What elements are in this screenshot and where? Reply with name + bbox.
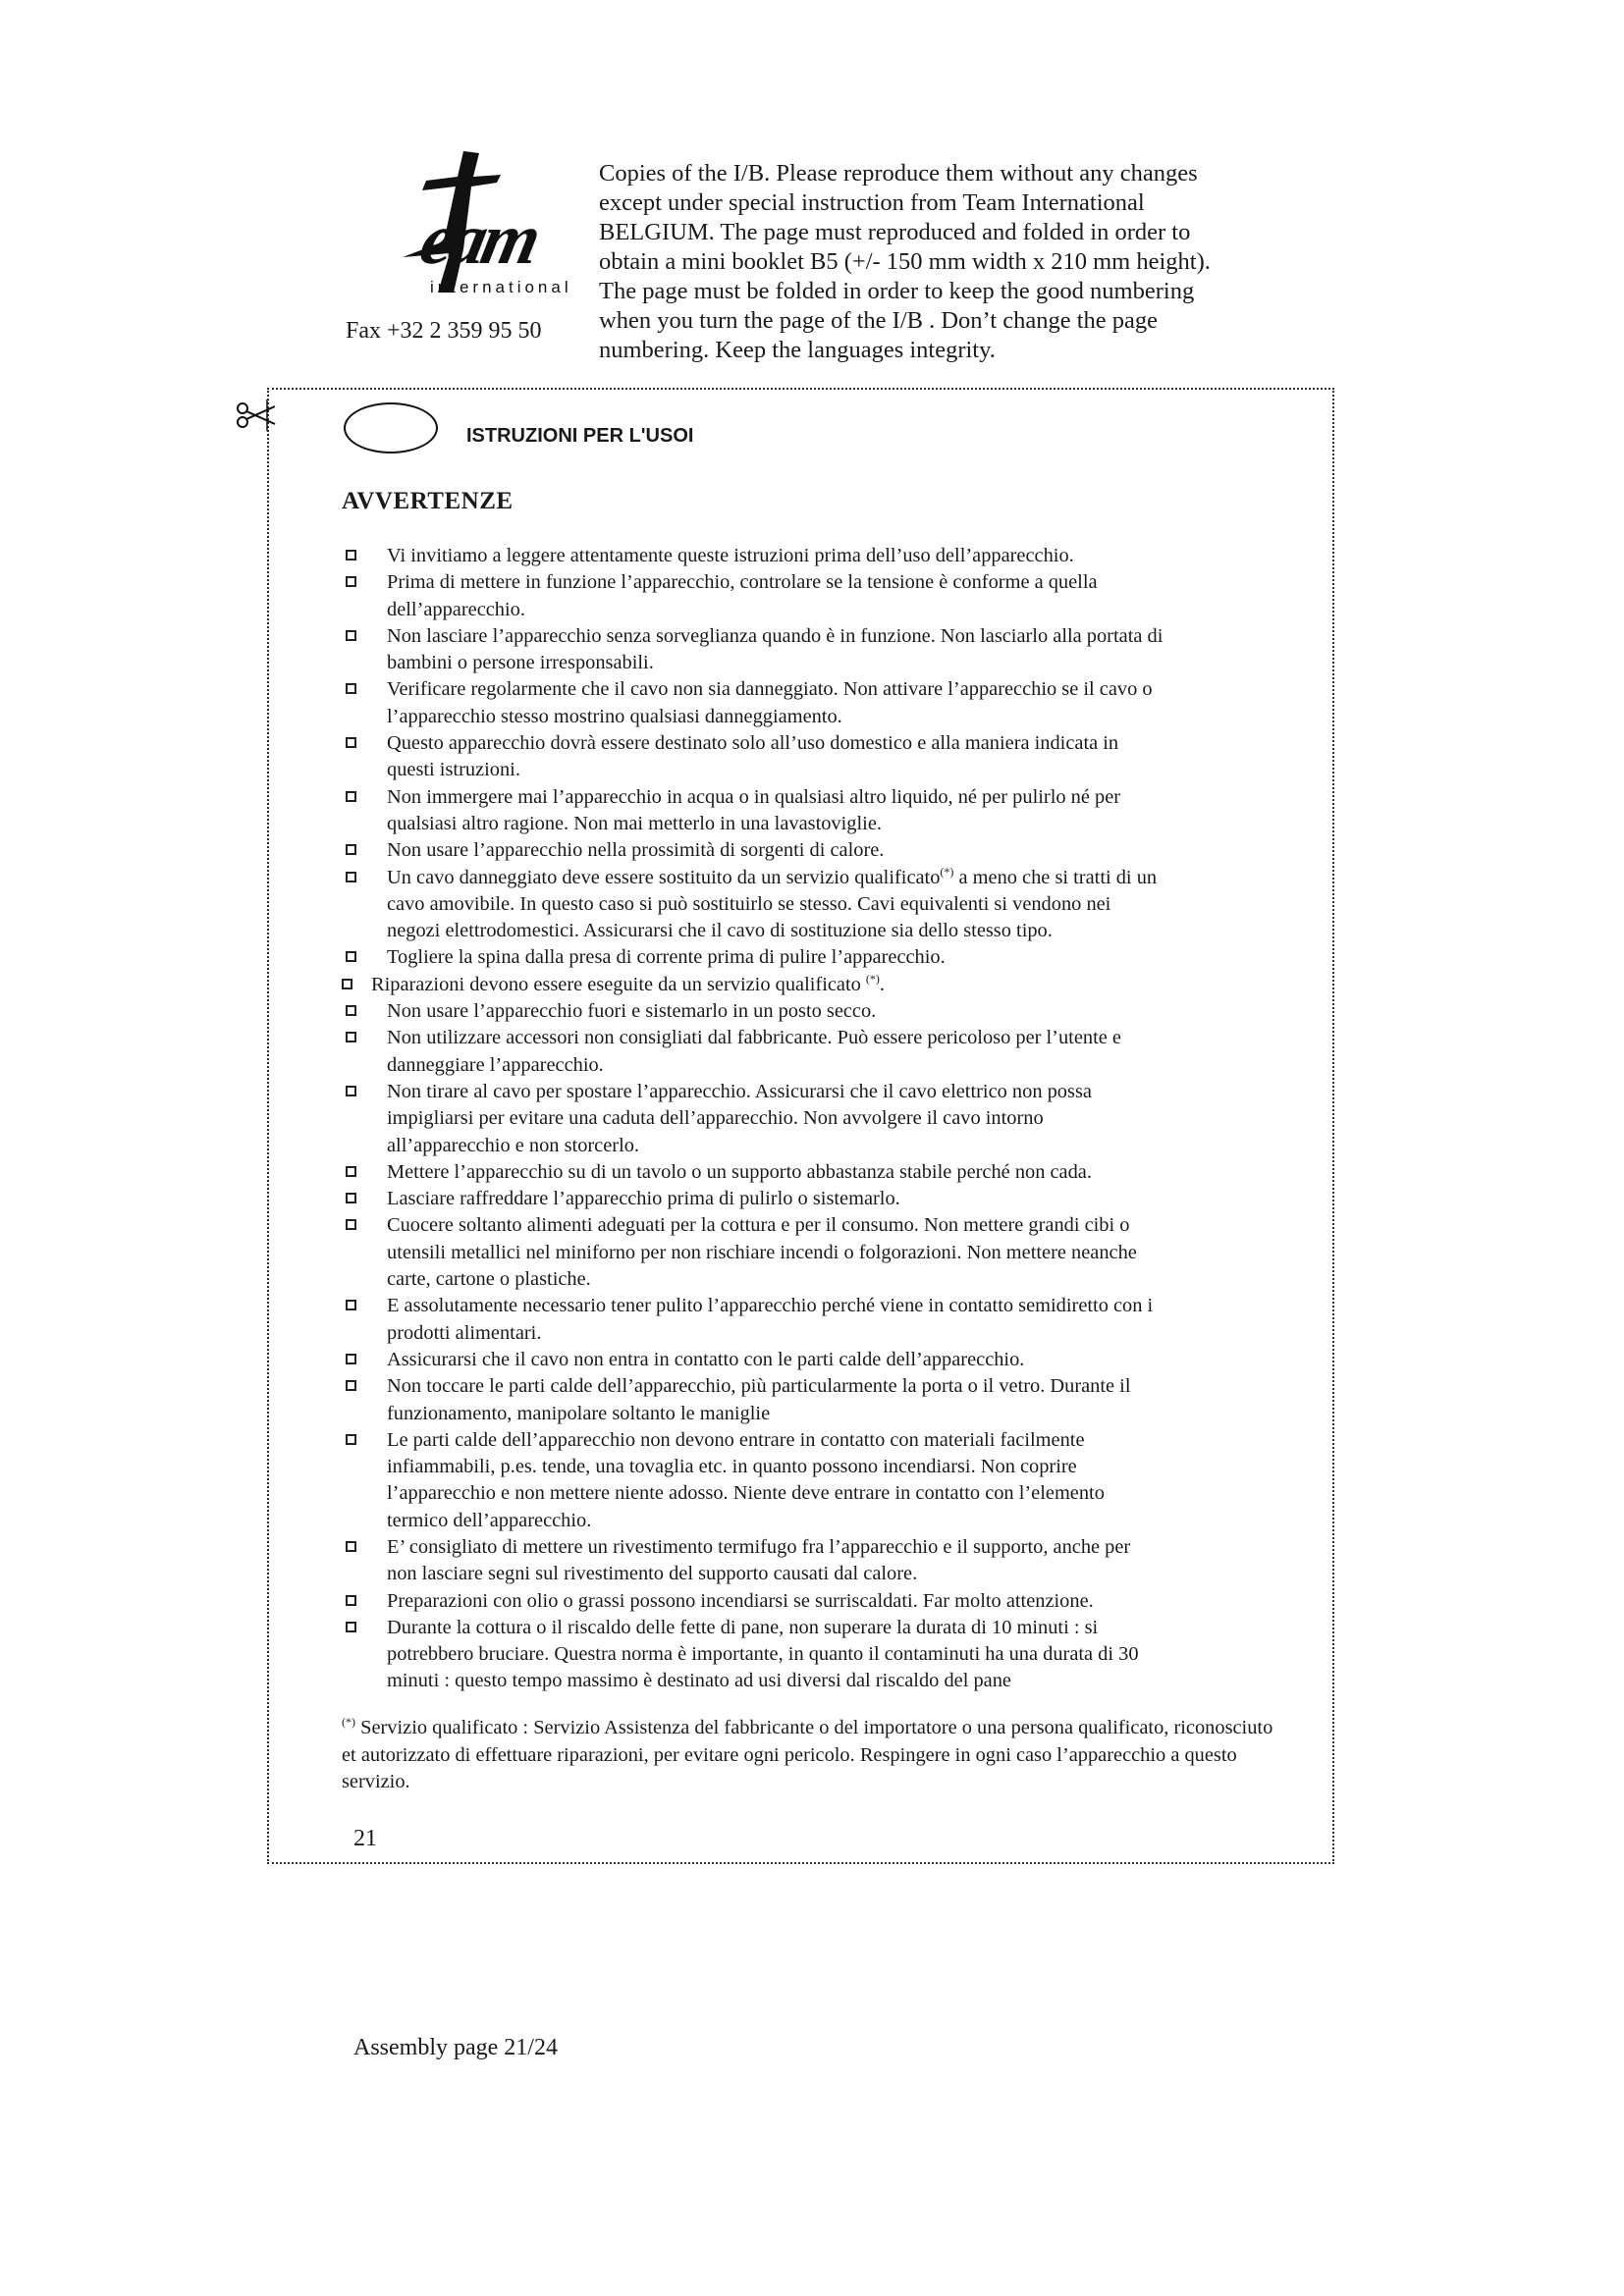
warning-line: utensili metallici nel miniforno per non rischiare incendi o folgorazioni. Non mettere neanche xyxy=(387,1241,1137,1263)
checkbox-bullet-icon xyxy=(346,1595,356,1606)
warning-line: Verificare regolarmente che il cavo non sia danneggiato. Non attivare l’apparecchio se il cavo o xyxy=(387,678,1153,701)
checkbox-bullet-icon xyxy=(346,1354,356,1364)
warning-line: non lasciare segni sul rivestimento del supporto causati dal calore. xyxy=(387,1563,918,1585)
section-title: ISTRUZIONI PER L'USOI xyxy=(466,425,694,447)
warning-line: Durante la cottura o il riscaldo delle fette di pane, non superare la durata di 10 minuti : si xyxy=(387,1616,1099,1638)
checkbox-bullet-icon xyxy=(346,1380,356,1391)
warning-line: bambini o persone irresponsabili. xyxy=(387,652,654,674)
footnote-text: Servizio qualificato : Servizio Assistenza del fabbricante o del importatore o una persona qualificato, riconosciuto et autorizzato di effettuare riparazioni, per evitare ogni pericolo. Respingere in ogni caso l’apparecchio a questo servizio. xyxy=(342,1717,1273,1792)
team-international-logo xyxy=(373,147,589,304)
checkbox-bullet-icon xyxy=(346,1541,356,1552)
checkbox-bullet-icon xyxy=(346,844,356,855)
warning-item xyxy=(342,1373,1299,1427)
warning-item xyxy=(342,1079,1299,1159)
warning-item xyxy=(342,623,1299,677)
warning-item xyxy=(342,730,1299,784)
warning-line: funzionamento, manipolare soltanto le maniglie xyxy=(387,1402,771,1424)
language-flag-oval xyxy=(344,402,438,454)
warning-item xyxy=(342,1212,1299,1293)
warning-line: Questo apparecchio dovrà essere destinato solo all’uso domestico e alla maniera indicata in xyxy=(387,732,1119,755)
warning-item xyxy=(342,944,1299,971)
warning-item xyxy=(342,1347,1299,1373)
checkbox-bullet-icon xyxy=(346,683,356,694)
warning-item xyxy=(342,998,1299,1025)
warning-line: impigliarsi per evitare una caduta dell’apparecchio. Non avvolgere il cavo intorno xyxy=(387,1107,1044,1130)
instruction-line: The page must be folded in order to keep the good numbering xyxy=(599,278,1195,304)
warnings-heading: AVVERTENZE xyxy=(342,488,514,514)
warning-item xyxy=(342,865,1299,945)
checkbox-bullet-icon xyxy=(346,1005,356,1016)
checkbox-bullet-icon xyxy=(346,1219,356,1230)
instruction-line: except under special instruction from Team International xyxy=(599,189,1145,216)
warning-line: Vi invitiamo a leggere attentamente queste istruzioni prima dell’uso dell’apparecchio. xyxy=(387,545,1074,566)
warning-line: Non lasciare l’apparecchio senza sorveglianza quando è in funzione. Non lasciarlo alla portata di xyxy=(387,624,1164,647)
warning-list xyxy=(342,543,1299,1695)
warning-line: Non utilizzare accessori non consigliati dal fabbricante. Può essere pericoloso per l’utente e xyxy=(387,1027,1121,1049)
svg-text:international: international xyxy=(430,278,572,296)
warning-line: Assicurarsi che il cavo non entra in contatto con le parti calde dell’apparecchio. xyxy=(387,1348,1025,1370)
checkbox-bullet-icon xyxy=(346,630,356,641)
assembly-page-footer: Assembly page 21/24 xyxy=(353,2035,558,2060)
warning-item xyxy=(342,1186,1299,1212)
checkbox-bullet-icon xyxy=(346,1622,356,1632)
checkbox-bullet-icon xyxy=(346,1166,356,1177)
warning-line: l’apparecchio stesso mostrino qualsiasi danneggiamento. xyxy=(387,705,842,727)
warning-item xyxy=(342,1588,1299,1615)
warning-line: dell’apparecchio. xyxy=(387,598,525,620)
warning-item xyxy=(342,1615,1299,1695)
reproduction-instructions xyxy=(599,159,1286,365)
instruction-line: obtain a mini booklet B5 (+/- 150 mm width x 210 mm height). xyxy=(599,248,1211,275)
warning-line: Cuocere soltanto alimenti adeguati per la cottura e per il consumo. Non mettere grandi cibi o xyxy=(387,1214,1130,1237)
footnote-reference: (*) xyxy=(940,864,954,879)
warning-line: potrebbero bruciare. Questra norma è importante, in quanto il contaminuti ha una durata di 30 xyxy=(387,1643,1139,1666)
warning-line: Un cavo danneggiato deve essere sostituito da un servizio qualificato(*) a meno che si tratti di un xyxy=(387,864,1158,888)
warning-item xyxy=(342,1293,1299,1347)
warning-line: qualsiasi altro ragione. Non mai metterlo in una lavastoviglie. xyxy=(387,812,882,834)
checkbox-bullet-icon xyxy=(346,1032,356,1042)
checkbox-bullet-icon xyxy=(346,550,356,561)
warning-line: Non immergere mai l’apparecchio in acqua o in qualsiasi altro liquido, né per pulirlo né per xyxy=(387,785,1121,808)
warning-line: Non usare l’apparecchio fuori e sistemarlo in un posto secco. xyxy=(387,1000,877,1023)
warning-line: Non toccare le parti calde dell’apparecchio, più particularmente la porta o il vetro. Durante il xyxy=(387,1375,1131,1398)
warning-line: l’apparecchio e non mettere niente adosso. Niente deve entrare in contatto con l’elemento xyxy=(387,1482,1105,1505)
checkbox-bullet-icon xyxy=(346,791,356,802)
warning-item xyxy=(342,784,1299,838)
warning-item xyxy=(342,972,1299,998)
warning-line: prodotti alimentari. xyxy=(387,1321,542,1344)
warning-line: Mettere l’apparecchio su di un tavolo o un supporto abbastanza stabile perché non cada. xyxy=(387,1160,1092,1183)
warning-item xyxy=(342,837,1299,864)
warning-line: infiammabili, p.es. tende, una tovaglia etc. in quanto possono incendiarsi. Non coprire xyxy=(387,1456,1077,1478)
checkbox-bullet-icon xyxy=(346,1086,356,1096)
warning-line: negozi elettrodomestici. Assicurarsi che il cavo di sostituzione sia dello stesso tipo. xyxy=(387,920,1053,942)
checkbox-bullet-icon xyxy=(342,979,352,989)
warning-line: Togliere la spina dalla presa di corrente prima di pulire l’apparecchio. xyxy=(387,946,946,969)
footnote-marker: (*) xyxy=(342,1715,355,1730)
warning-line: Preparazioni con olio o grassi possono incendiarsi se surriscaldati. Far molto attenzione. xyxy=(387,1589,1094,1612)
warning-item xyxy=(342,1534,1299,1588)
checkbox-bullet-icon xyxy=(346,1193,356,1203)
warning-line: termico dell’apparecchio. xyxy=(387,1509,592,1531)
instruction-line: Copies of the I/B. Please reproduce them without any changes xyxy=(599,160,1198,187)
warning-item xyxy=(342,1159,1299,1186)
footnote xyxy=(342,1715,1289,1796)
checkbox-bullet-icon xyxy=(346,737,356,748)
warning-item xyxy=(342,543,1299,569)
warning-line: Prima di mettere in funzione l’apparecchio, controlare se la tensione è conforme a quella xyxy=(387,571,1098,594)
warning-line: carte, cartone o plastiche. xyxy=(387,1268,591,1291)
page-number: 21 xyxy=(353,1826,377,1851)
warning-line: Non tirare al cavo per spostare l’apparecchio. Assicurarsi che il cavo elettrico non possa xyxy=(387,1080,1092,1102)
warning-item xyxy=(342,676,1299,730)
warning-line: cavo amovibile. In questo caso si può sostituirlo se stesso. Cavi equivalenti si vendono nei xyxy=(387,892,1111,915)
warning-line: Lasciare raffreddare l’apparecchio prima di pulirlo o sistemarlo. xyxy=(387,1188,900,1210)
instruction-line: when you turn the page of the I/B . Don’t change the page xyxy=(599,307,1159,334)
checkbox-bullet-icon xyxy=(346,1434,356,1445)
instruction-line: BELGIUM. The page must reproduced and folded in order to xyxy=(599,219,1191,245)
warning-line: Non usare l’apparecchio nella prossimità di sorgenti di calore. xyxy=(387,839,885,862)
checkbox-bullet-icon xyxy=(346,576,356,587)
instruction-line: numbering. Keep the languages integrity. xyxy=(599,337,996,363)
checkbox-bullet-icon xyxy=(346,1300,356,1310)
warning-item xyxy=(342,569,1299,623)
footnote-reference: (*) xyxy=(865,971,880,986)
checkbox-bullet-icon xyxy=(346,951,356,962)
warning-line: danneggiare l’apparecchio. xyxy=(387,1053,604,1076)
fax-number: Fax +32 2 359 95 50 xyxy=(346,318,542,344)
warning-line: Le parti calde dell’apparecchio non devono entrare in contatto con materiali facilmente xyxy=(387,1428,1085,1451)
warning-line: questi istruzioni. xyxy=(387,759,520,781)
warning-line: E’ consigliato di mettere un rivestimento termifugo fra l’apparecchio e il supporto, anche per xyxy=(387,1535,1131,1558)
warning-item xyxy=(342,1427,1299,1534)
warning-line: all’apparecchio e non storcerlo. xyxy=(387,1134,640,1156)
warning-line: Riparazioni devono essere eseguite da un servizio qualificato (*). xyxy=(371,971,886,995)
checkbox-bullet-icon xyxy=(346,872,356,882)
warning-line: E assolutamente necessario tener pulito l’apparecchio perché viene in contatto semidiretto con i xyxy=(387,1295,1154,1317)
scissors-icon xyxy=(236,398,279,433)
warning-item xyxy=(342,1025,1299,1079)
warning-line: minuti : questo tempo massimo è destinato ad usi diversi dal riscaldo del pane xyxy=(387,1670,1011,1692)
svg-text:eam: eam xyxy=(413,198,545,280)
